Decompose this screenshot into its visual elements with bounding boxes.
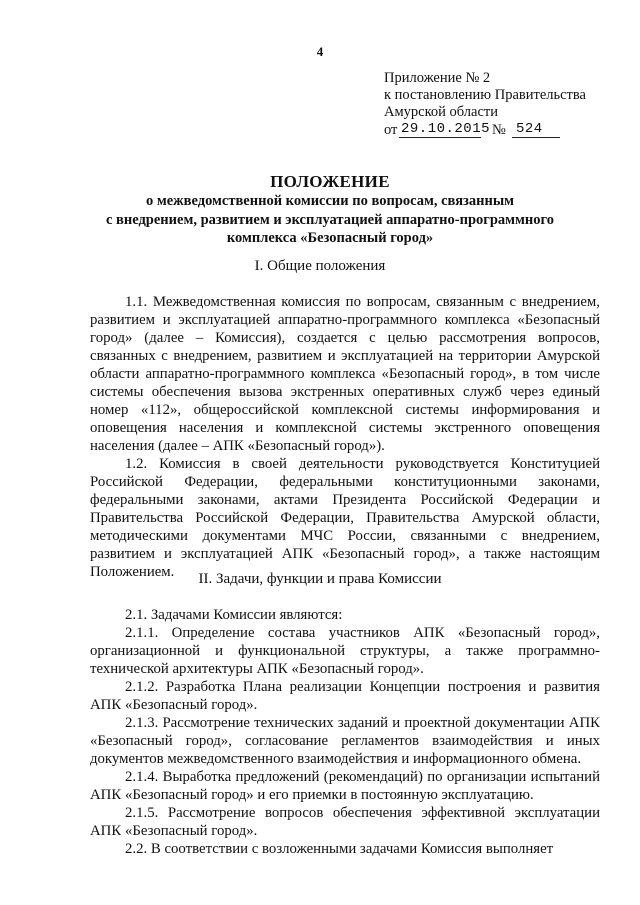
paragraph-2-1-1: 2.1.1. Определение состава участников АПК «Безопасный город», организационной и функциональной структуры, а также программно-технической архитектуры АПК «Безопасный город». [90,625,600,677]
paragraph-2-1-4: 2.1.4. Выработка предложений (рекомендаций) по организации испытаний АПК «Безопасный город» и его приемки в постоянную эксплуатацию. [90,769,600,803]
section-1-heading: I. Общие положения [254,258,386,274]
number-underline [512,137,560,138]
paragraph-2-1-5: 2.1.5. Рассмотрение вопросов обеспечения эффективной эксплуатации АПК «Безопасный город». [90,805,600,839]
appendix-region: Амурской области [384,104,498,120]
paragraph-1-2: 1.2. Комиссия в своей деятельности руководствуется Конституцией Российской Федерации, федеральными конституционными законами, федеральными законами, актами Президента Российской Федерации и Правительства Российской Федерации, Правительства Амурской области, методическими документами МЧС России, связанными с внедрением, развитием и эксплуатацией АПК «Безопасный город», а также настоящим Положением. [90,456,600,580]
section-2-heading: II. Задачи, функции и права Комиссии [198,571,442,587]
appendix-title: Приложение № 2 [384,70,491,86]
title-line-1: о межведомственной комиссии по вопросам, связанным [145,193,515,209]
paragraph-2-1: 2.1. Задачами Комиссии являются: [125,607,343,623]
appendix-decree: к постановлению Правительства [384,87,586,103]
paragraph-2-2: 2.2. В соответствии с возложенными задачами Комиссия выполняет [125,841,554,857]
number-sign: № [492,122,506,138]
date-underline [399,137,481,138]
title-main: ПОЛОЖЕНИЕ [270,172,390,191]
title-line-3: комплекса «Безопасный город» [226,230,434,246]
section-2-body [90,606,600,858]
page-number: 4 [316,44,324,59]
document-title [60,172,600,248]
paragraph-2-1-3: 2.1.3. Рассмотрение технических заданий и проектной документации АПК «Безопасный город», согласование регламентов взаимодействия и иных документов межведомственного взаимодействия и информационного обмена. [90,715,600,767]
paragraph-1-1: 1.1. Межведомственная комиссия по вопросам, связанным с внедрением, развитием и эксплуатацией аппаратно-программного комплекса «Безопасный город» (далее – Комиссия), создается с целью рассмотрения вопросов, связанных с внедрением, развитием и эксплуатацией на территории Амурской области аппаратно-программного комплекса «Безопасный город», в том числе системы обеспечения вызова экстренных оперативных служб через единый номер «112», общероссийской комплексной системы информирования и оповещения населения и комплексной системы экстренного оповещения населения (далее – АПК «Безопасный город»). [90,294,600,454]
section-1-body [90,293,600,581]
decree-date: 29.10.2015 [401,121,491,137]
appendix-block [384,70,624,140]
appendix-date-line [384,121,624,140]
title-line-2: с внедрением, развитием и эксплуатацией аппаратно-программного [105,211,555,228]
paragraph-2-1-2: 2.1.2. Разработка Плана реализации Концепции построения и развития АПК «Безопасный город». [90,679,600,713]
date-prefix: от [384,122,398,138]
decree-number: 524 [516,121,543,137]
